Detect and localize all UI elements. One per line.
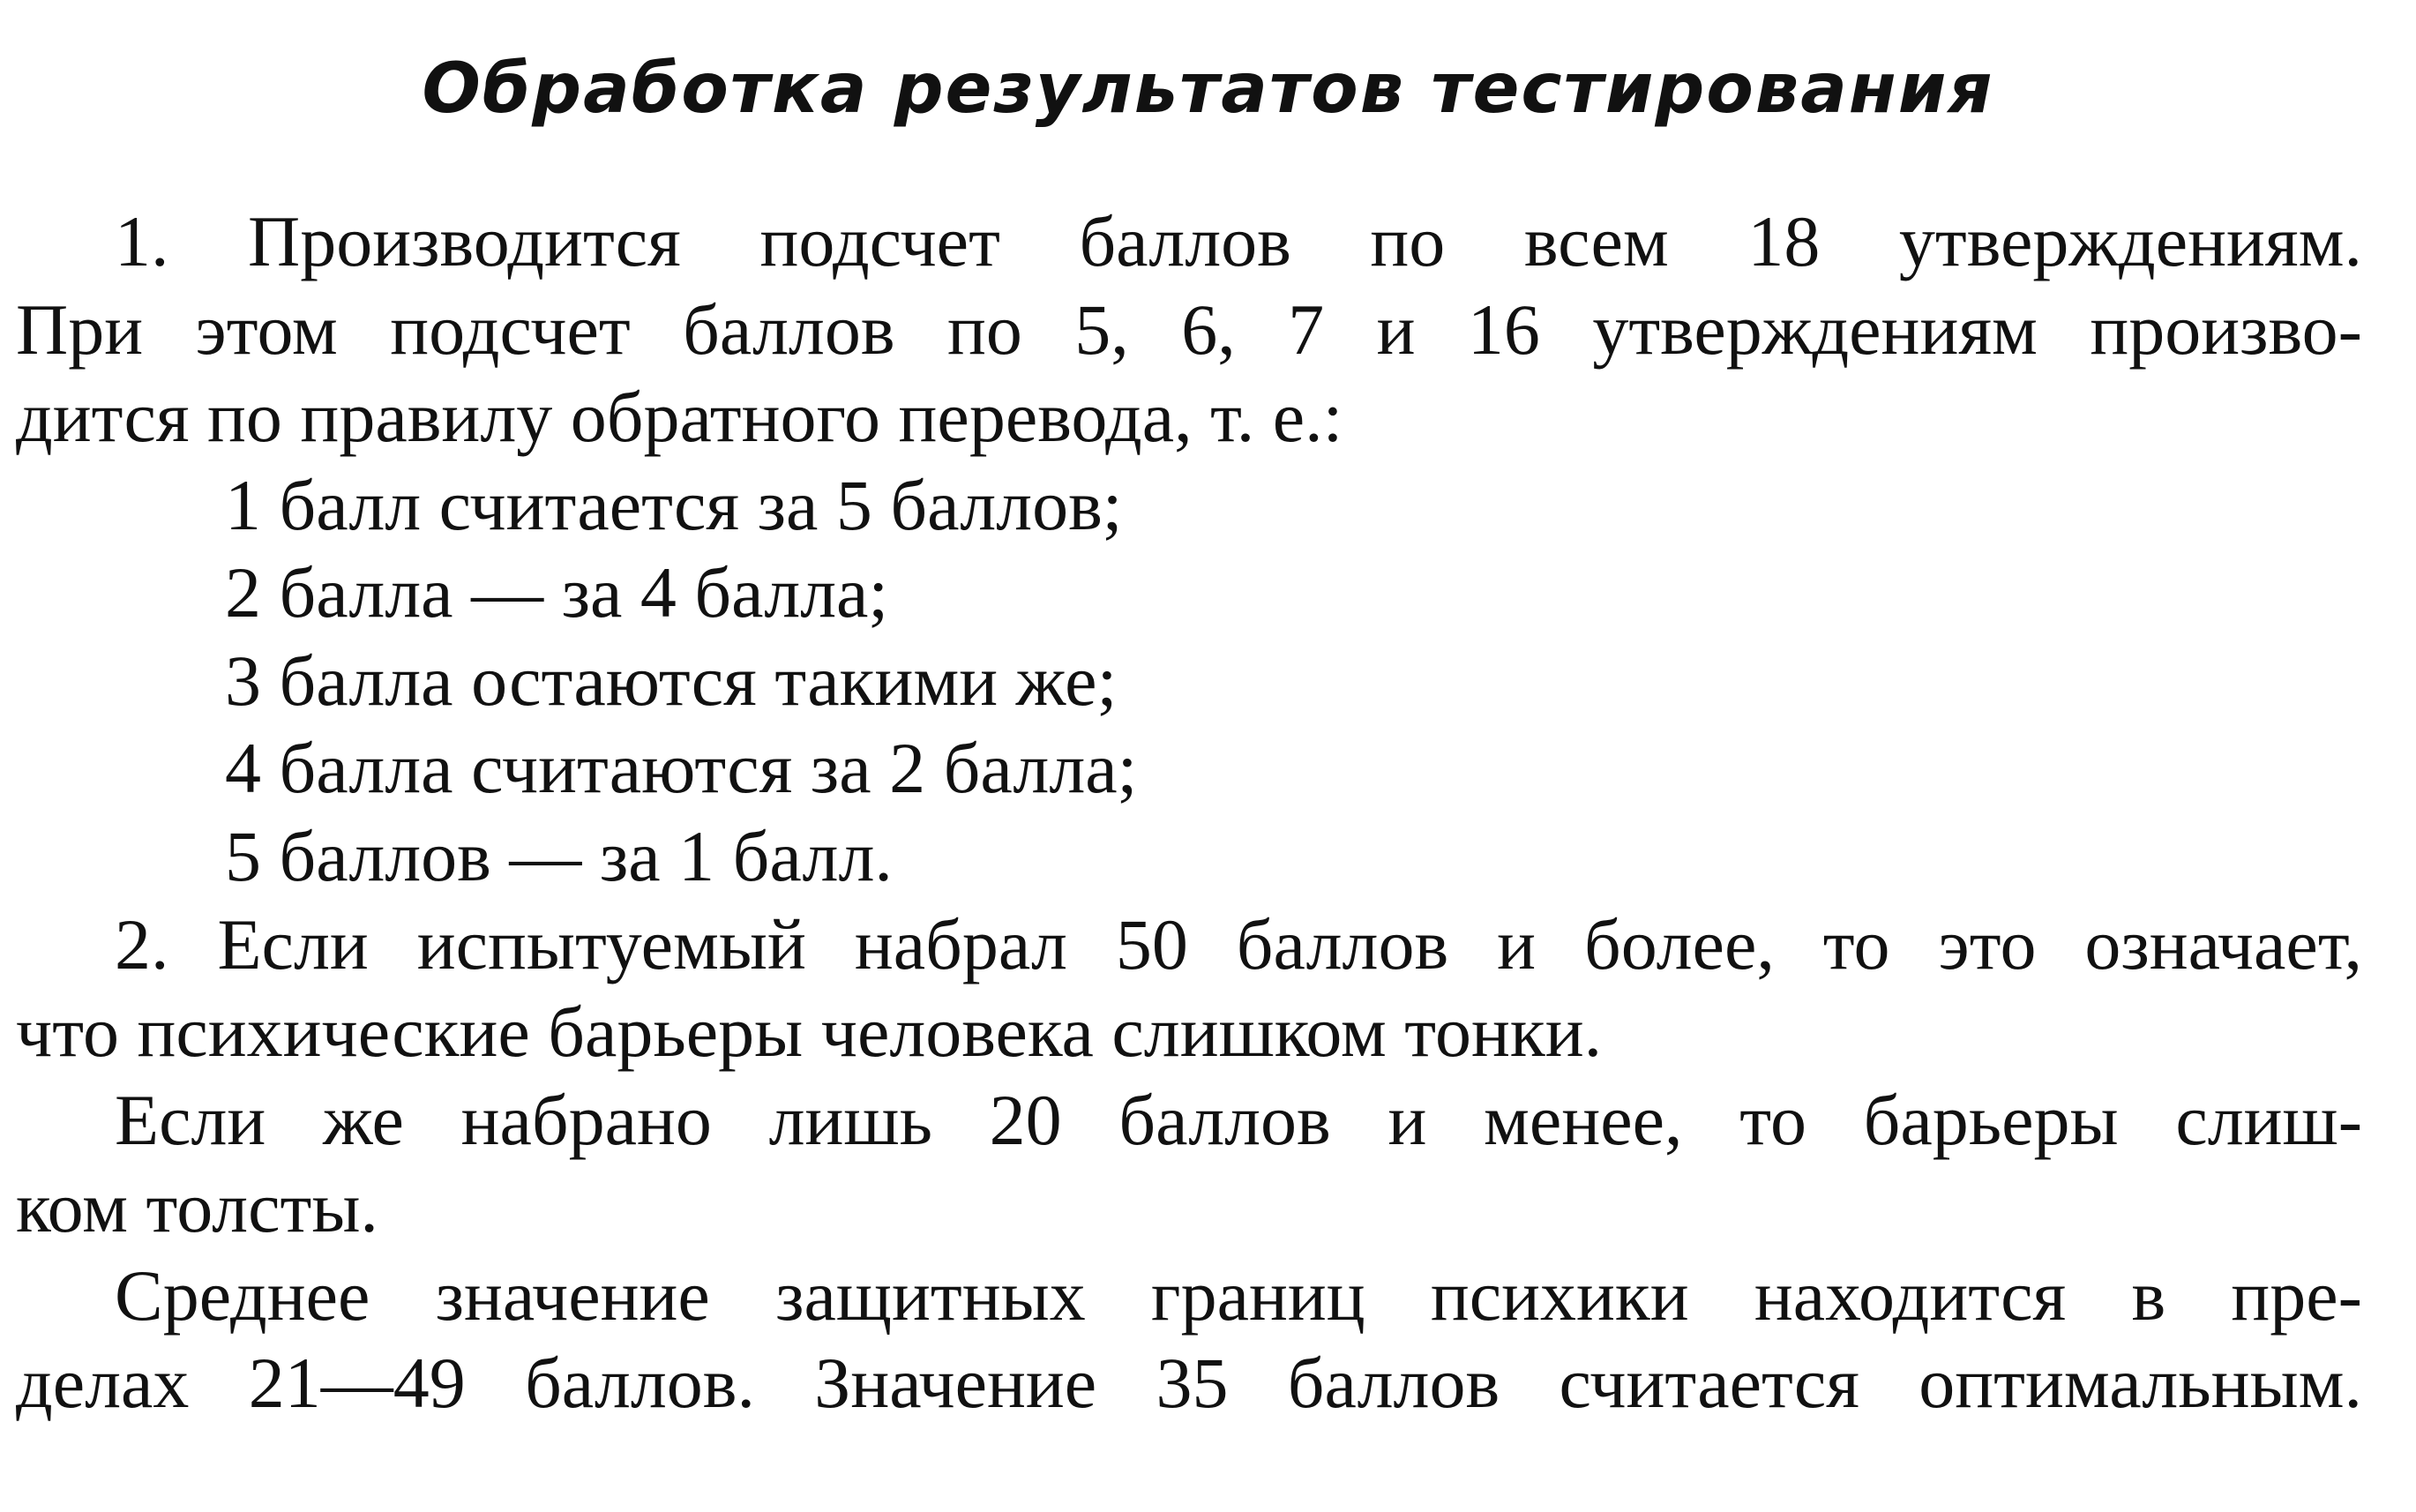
- paragraph-1-line-3: дится по правилу обратного перевода, т. е.:: [16, 377, 1343, 457]
- paragraph-4-line-2: делах 21—49 баллов. Значение 35 баллов считается оптимальным.: [16, 1343, 2362, 1423]
- paragraph-1-line-1: 1. Производится подсчет баллов по всем 18 утверждениям.: [115, 201, 2362, 281]
- paragraph-2-line-2: что психические барьеры человека слишком тонки.: [16, 992, 1603, 1072]
- conversion-rule-item: 3 балла остаются такими же;: [225, 640, 1118, 721]
- paragraph-3-line-2: ком толсты.: [16, 1167, 378, 1247]
- document-title: Обработка результатов тестирования: [422, 49, 1994, 129]
- conversion-rule-item: 1 балл считается за 5 баллов;: [225, 465, 1123, 545]
- paragraph-2-line-1: 2. Если испытуемый набрал 50 баллов и более, то это означает,: [115, 904, 2362, 984]
- paragraph-4-line-1: Среднее значение защитных границ психики находится в пре-: [115, 1255, 2362, 1336]
- paragraph-1-line-2: При этом подсчет баллов по 5, 6, 7 и 16 утверждениям произво-: [16, 289, 2362, 370]
- paragraph-3-line-1: Если же набрано лишь 20 баллов и менее, то барьеры слиш-: [115, 1080, 2362, 1160]
- conversion-rule-item: 4 балла считаются за 2 балла;: [225, 728, 1138, 808]
- conversion-rule-item: 5 баллов — за 1 балл.: [225, 816, 893, 896]
- conversion-rule-item: 2 балла — за 4 балла;: [225, 552, 889, 632]
